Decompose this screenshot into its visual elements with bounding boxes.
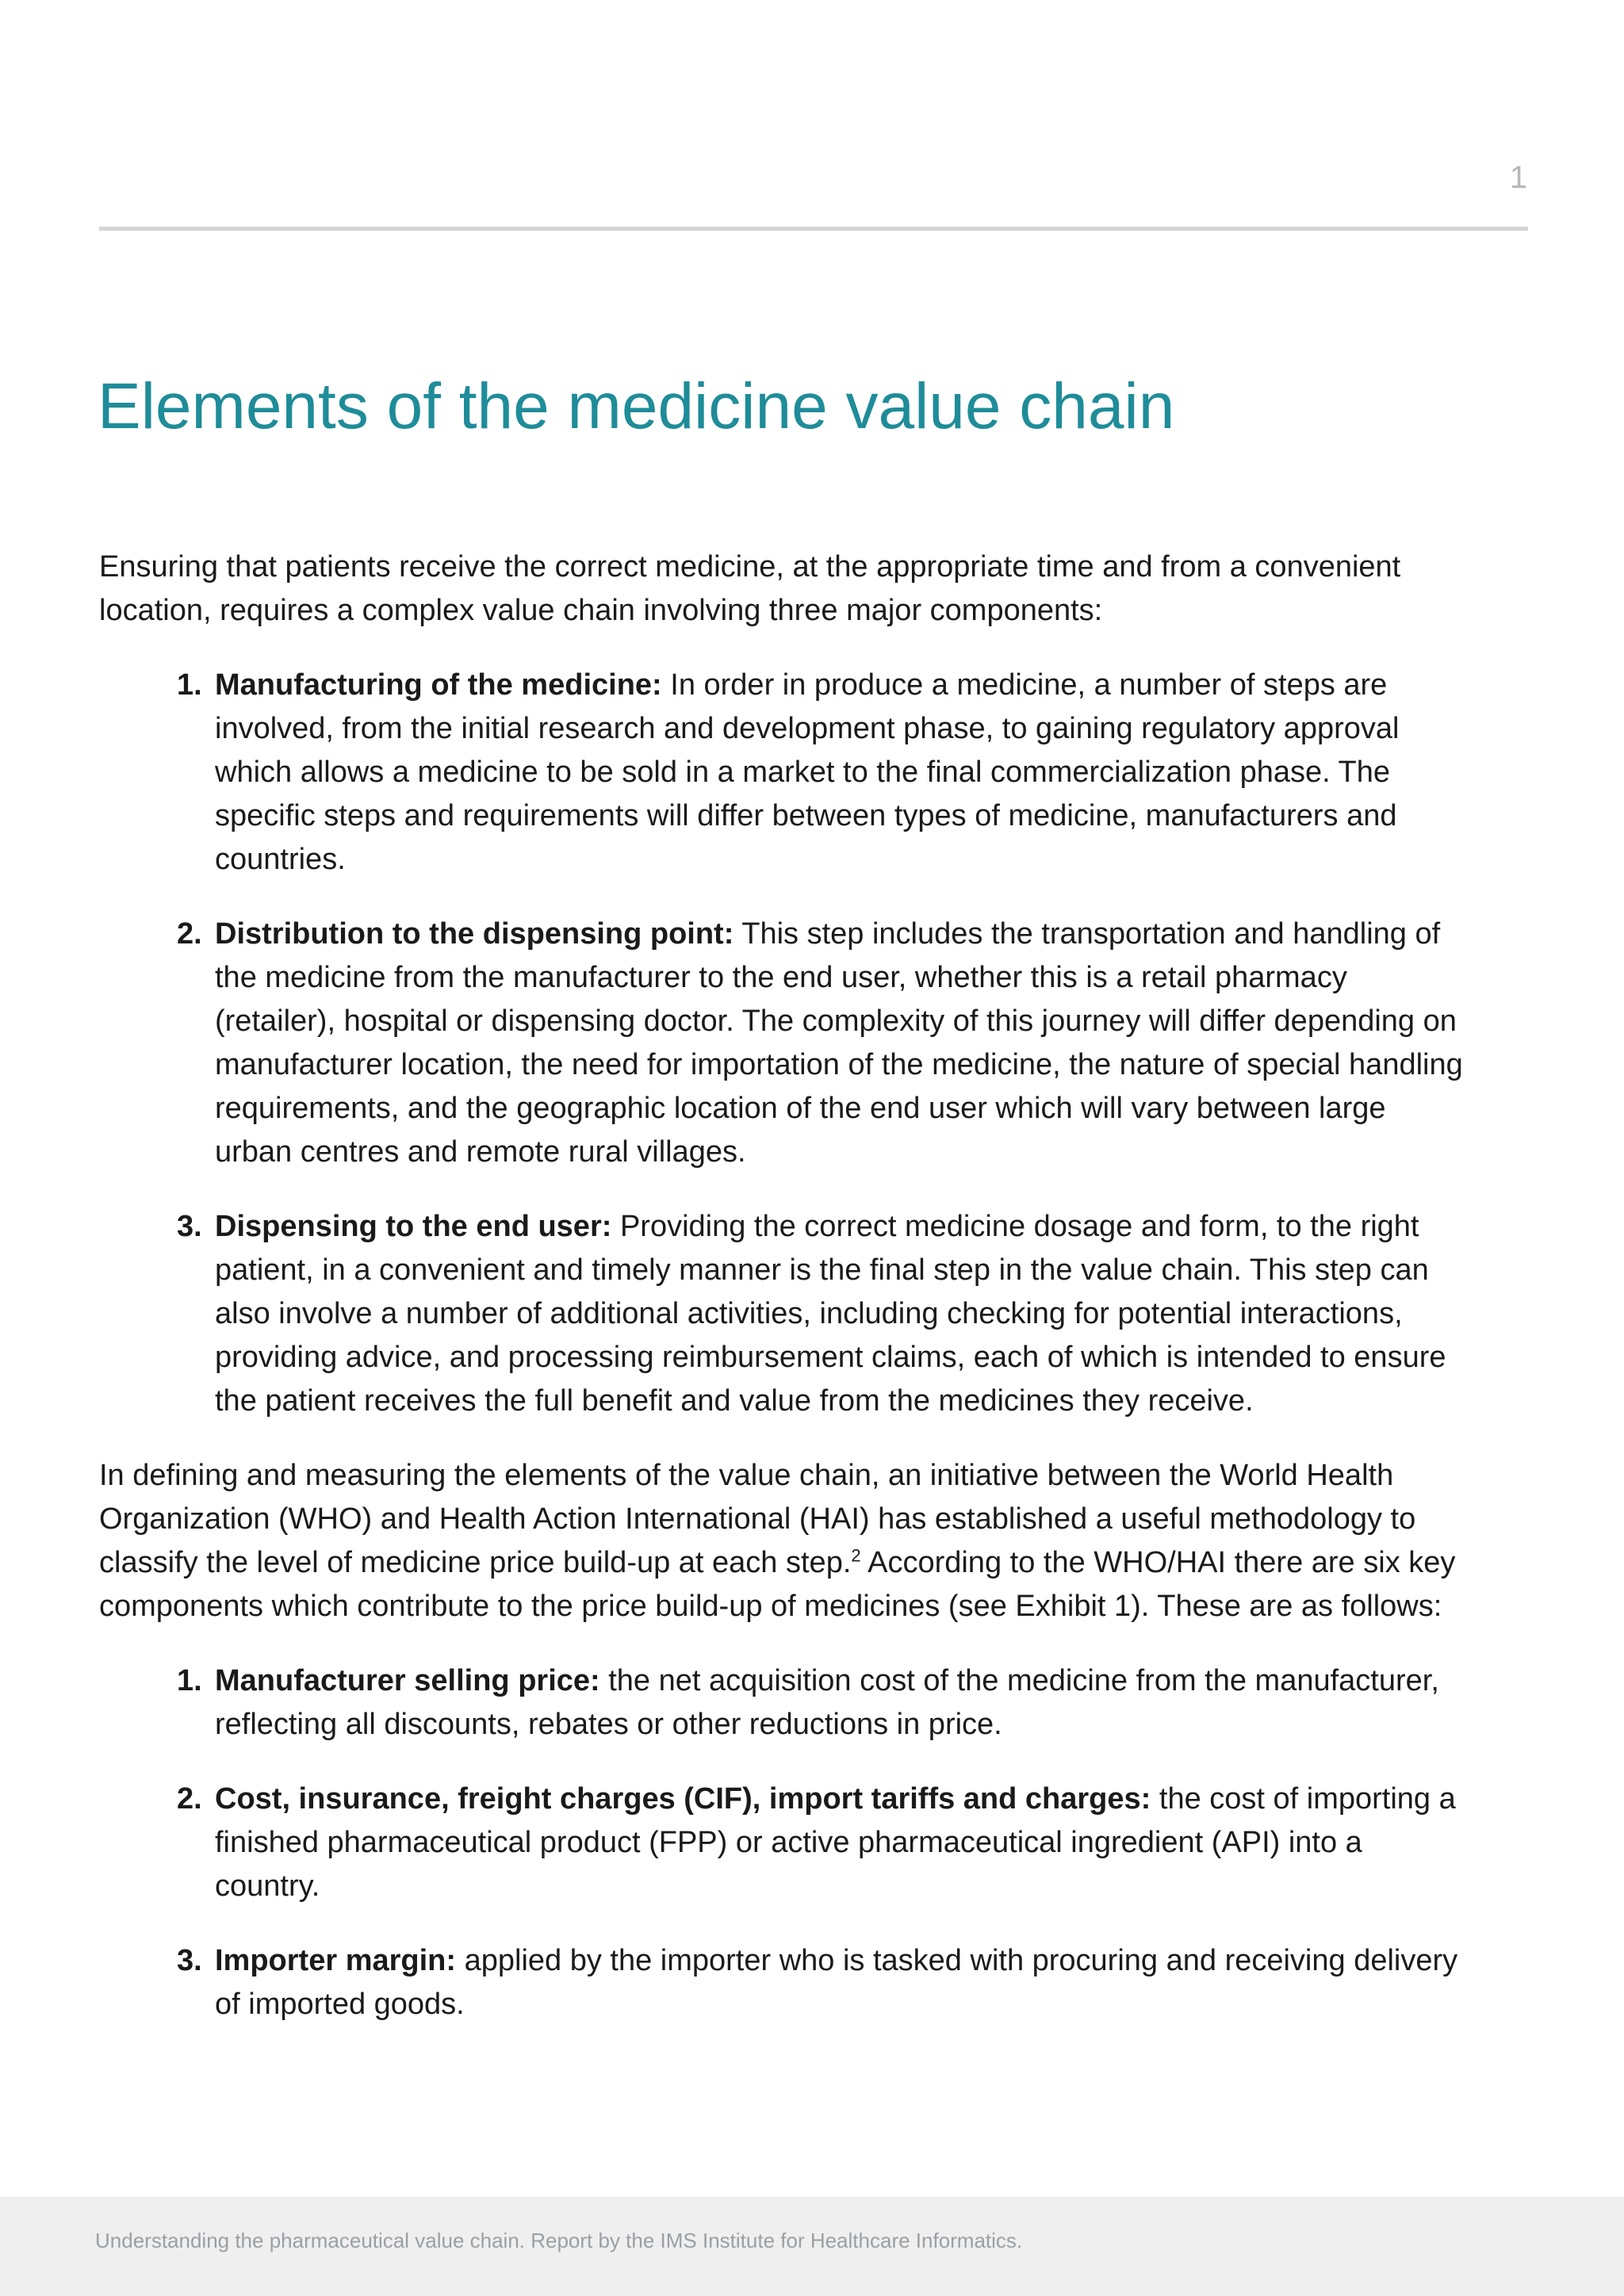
list-item-heading: Manufacturer selling price: <box>215 1664 600 1697</box>
list-item-text: the net acquisition cost of the medicine from the manufacturer, reflecting all discounts, rebates or other reductions in price. <box>215 1664 1439 1741</box>
page-number: 1 <box>1509 160 1527 195</box>
list-item-heading: Importer margin: <box>215 1944 457 1977</box>
list-item-body <box>215 664 1463 882</box>
list-item-number: 1. <box>177 1664 202 1697</box>
list-item-number: 3. <box>177 1944 202 1977</box>
list-item-body <box>215 1939 1463 2026</box>
value-chain-components-list <box>99 664 1463 1423</box>
list-item-body <box>215 1205 1463 1423</box>
list-item-heading: Dispensing to the end user: <box>215 1210 612 1243</box>
list-item <box>177 1205 1463 1423</box>
list-item <box>177 1939 1463 2026</box>
defining-text: In defining and measuring the elements of the value chain, an initiative between the World Health Organization (WHO) and Health Action International (HAI) has established a useful methodology to classify the level of medicine price build-up at each step. <box>99 1459 1416 1579</box>
list-item-text: the cost of importing a finished pharmaceutical product (FPP) or active pharmaceutical ingredient (API) into a country. <box>215 1782 1456 1903</box>
defining-text-continued: According to the WHO/HAI there are six key components which contribute to the price build-up of medicines (see Exhibit 1). These are as follows: <box>99 1546 1456 1623</box>
list-item <box>177 664 1463 882</box>
list-item <box>177 1659 1463 1747</box>
defining-paragraph <box>99 1454 1463 1628</box>
footnote-reference[interactable]: 2 <box>851 1545 861 1566</box>
list-item-number: 3. <box>177 1210 202 1243</box>
footer-text: Understanding the pharmaceutical value chain. Report by the IMS Institute for Healthcare Informatics. <box>95 2229 1023 2252</box>
list-item-body <box>215 913 1463 1174</box>
list-item-text: Providing the correct medicine dosage and form, to the right patient, in a convenient and timely manner is the final step in the value chain. This step can also involve a number of additional activities, including checking for potential interactions, providing advice, and processing reimbursement claims, each of which is intended to ensure the patient receives the full benefit and value from the medicines they receive. <box>215 1210 1446 1418</box>
list-item <box>177 1777 1463 1908</box>
list-item-number: 2. <box>177 917 202 951</box>
list-item-body <box>215 1777 1463 1908</box>
header-divider <box>99 227 1528 231</box>
list-item-heading: Manufacturing of the medicine: <box>215 668 662 702</box>
page-title: Elements of the medicine value chain <box>98 370 1175 442</box>
list-item-text: applied by the importer who is tasked with procuring and receiving delivery of imported goods. <box>215 1944 1458 2021</box>
page-footer <box>0 2197 1624 2296</box>
list-item <box>177 913 1463 1174</box>
list-item-heading: Cost, insurance, freight charges (CIF), import tariffs and charges: <box>215 1782 1151 1816</box>
main-content <box>99 545 1463 2057</box>
list-item-body <box>215 1659 1463 1747</box>
list-item-text: This step includes the transportation and handling of the medicine from the manufacturer to the end user, whether this is a retail pharmacy (retailer), hospital or dispensing doctor. The complexity of this journey will differ depending on manufacturer location, the need for importation of the medicine, the nature of special handling requirements, and the geographic location of the end user which will vary between large urban centres and remote rural villages. <box>215 917 1463 1169</box>
list-item-number: 2. <box>177 1782 202 1816</box>
price-components-list <box>99 1659 1463 2026</box>
list-item-heading: Distribution to the dispensing point: <box>215 917 734 951</box>
intro-paragraph: Ensuring that patients receive the correct medicine, at the appropriate time and from a convenient location, requires a complex value chain involving three major components: <box>99 550 1401 627</box>
list-item-text: In order in produce a medicine, a number of steps are involved, from the initial research and development phase, to gaining regulatory approval which allows a medicine to be sold in a market to the final commercialization phase. The specific steps and requirements will differ between types of medicine, manufacturers and countries. <box>215 668 1400 876</box>
list-item-number: 1. <box>177 668 202 702</box>
